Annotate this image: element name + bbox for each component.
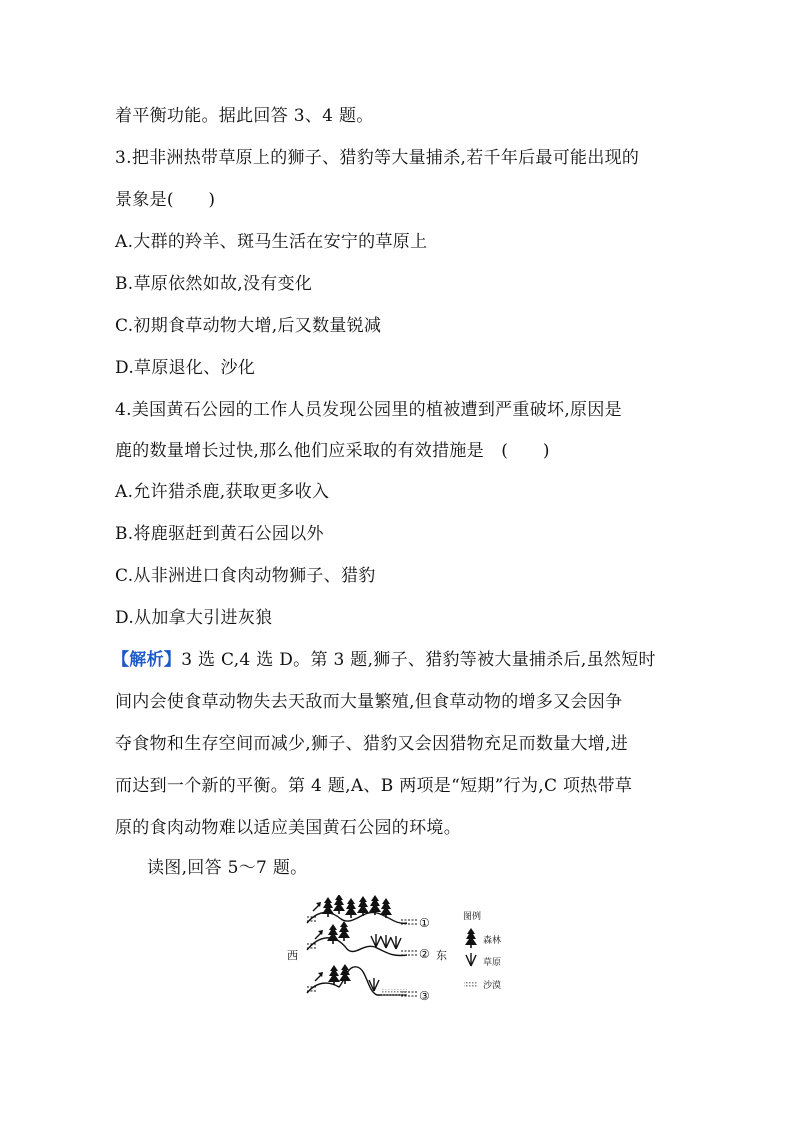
q4-option-d: D.从加拿大引进灰狼 — [115, 608, 273, 628]
q4-option-c: C.从非洲进口食肉动物狮子、猎豹 — [115, 566, 376, 586]
read-figure-line: 读图,回答 5～7 题。 — [147, 858, 308, 878]
legend-title: 图例 — [463, 912, 482, 922]
east-label: 东 — [436, 949, 447, 962]
profile-row-1 — [307, 895, 417, 924]
analysis-label: 【解析】 — [112, 650, 182, 670]
legend-grassland: 草原 — [483, 958, 502, 968]
legend-desert: 沙漠 — [483, 981, 502, 991]
west-label: 西 — [287, 949, 298, 962]
q4-option-a: A.允许猎杀鹿,获取更多收入 — [115, 482, 330, 502]
q3-stem-line1: 3.把非洲热带草原上的狮子、猎豹等大量捕杀,若千年后最可能出现的 — [115, 148, 640, 168]
q3-option-a: A.大群的羚羊、斑马生活在安宁的草原上 — [115, 232, 428, 252]
q4-option-b: B.将鹿驱赶到黄石公园以外 — [115, 524, 324, 544]
analysis-line5: 原的食肉动物难以适应美国黄石公园的环境。 — [115, 818, 461, 838]
intro-line: 着平衡功能。据此回答 3、4 题。 — [115, 106, 374, 126]
legend — [463, 910, 501, 991]
vegetation-figure — [283, 895, 523, 1010]
analysis-line4: 而达到一个新的平衡。第 4 题,A、B 两项是“短期”行为,C 项热带草 — [115, 776, 633, 796]
legend-forest: 森林 — [483, 936, 502, 946]
forest-legend-icon — [465, 928, 477, 948]
q3-option-b: B.草原依然如故,没有变化 — [115, 274, 313, 294]
analysis-line1 — [112, 650, 656, 670]
q4-stem-line2: 鹿的数量增长过快,那么他们应采取的有效措施是 ( ) — [115, 441, 550, 461]
profile-row-2 — [307, 921, 417, 956]
profile-row-3 — [307, 964, 417, 997]
profile-label-1: ① — [419, 916, 430, 930]
q4-stem-line1: 4.美国黄石公园的工作人员发现公园里的植被遭到严重破坏,原因是 — [115, 400, 622, 420]
desert-legend-icon — [464, 981, 478, 988]
analysis-text-1: 3 选 C,4 选 D。第 3 题,狮子、猎豹等被大量捕杀后,虽然短时 — [181, 650, 656, 670]
grassland-legend-icon — [466, 953, 476, 966]
analysis-line3: 夺食物和生存空间而减少,狮子、猎豹又会因猎物充足而数量大增,进 — [115, 734, 629, 754]
analysis-line2: 间内会使食草动物失去天敌而大量繁殖,但食草动物的增多又会因争 — [115, 692, 623, 712]
q3-stem-line2: 景象是( ) — [115, 190, 216, 210]
profile-label-3: ③ — [419, 989, 430, 1003]
q3-option-c: C.初期食草动物大增,后又数量锐减 — [115, 316, 382, 336]
profile-label-2: ② — [419, 947, 430, 961]
q3-option-d: D.草原退化、沙化 — [115, 358, 256, 378]
